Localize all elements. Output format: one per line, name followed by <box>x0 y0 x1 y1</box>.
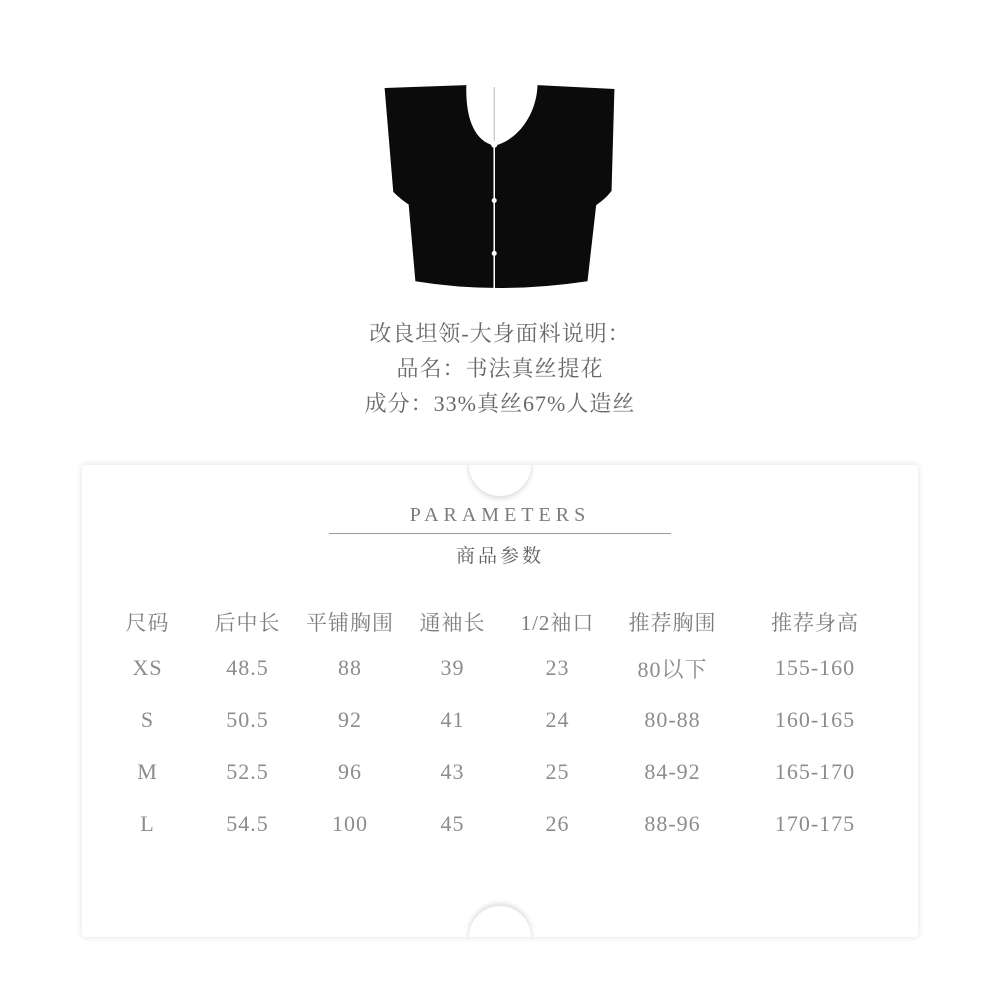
table-cell: 26 <box>545 811 570 836</box>
table-cell: 100 <box>332 811 368 836</box>
table-cell: 41 <box>440 707 465 732</box>
table-cell: 170-175 <box>774 811 856 836</box>
table-cell: 165-170 <box>774 759 856 784</box>
col-header-size: 尺码 <box>125 611 170 635</box>
col-header-half-cuff: 1/2袖口 <box>520 611 595 635</box>
heading-divider <box>329 533 671 534</box>
table-cell-size: XS <box>132 655 163 680</box>
table-cell: 45 <box>440 811 465 836</box>
table-cell: 48.5 <box>226 655 269 680</box>
button-dot <box>491 142 497 148</box>
table-cell-size: M <box>137 759 158 784</box>
parameters-card <box>82 465 918 937</box>
card-bottom-notch <box>469 906 531 937</box>
fabric-title: 改良坦领-大身面料说明： <box>369 321 631 346</box>
garment-illustration-container <box>0 76 1000 300</box>
parameters-heading-zh: 商品参数 <box>455 546 544 567</box>
card-top-notch <box>469 465 531 496</box>
table-cell: 155-160 <box>774 655 856 680</box>
col-header-recommended-bust: 推荐胸围 <box>628 611 717 635</box>
fabric-name-line: 品名：书法真丝提花 <box>396 356 604 381</box>
button-dot <box>492 198 497 203</box>
table-cell: 80以下 <box>637 656 708 682</box>
col-header-sleeve-length: 通袖长 <box>419 611 486 635</box>
size-table <box>100 602 918 850</box>
col-header-back-length: 后中长 <box>214 611 281 635</box>
button-dot <box>492 251 497 256</box>
table-cell: 24 <box>545 707 570 732</box>
fabric-description <box>0 316 1000 421</box>
table-cell: 80-88 <box>644 707 701 732</box>
table-cell: 52.5 <box>226 759 269 784</box>
neckline-piping-inner <box>474 86 527 135</box>
table-cell: 25 <box>545 759 570 784</box>
table-cell: 54.5 <box>226 811 269 836</box>
black-top-flat-lay-icon <box>375 76 625 300</box>
garment-silhouette <box>385 85 615 288</box>
col-header-recommended-height: 推荐身高 <box>771 611 859 635</box>
col-header-bust-flat: 平铺胸围 <box>306 611 394 635</box>
table-cell: 84-92 <box>644 759 701 784</box>
fabric-composition-line: 成分：33%真丝67%人造丝 <box>364 391 636 416</box>
table-cell: 43 <box>440 759 465 784</box>
table-cell-size: L <box>140 811 155 836</box>
table-cell: 92 <box>338 707 362 732</box>
table-cell: 50.5 <box>226 707 269 732</box>
table-cell: 39 <box>440 655 465 680</box>
table-cell: 23 <box>545 655 570 680</box>
table-cell-size: S <box>140 707 155 732</box>
table-cell: 88 <box>338 655 362 680</box>
table-cell: 88-96 <box>644 811 701 836</box>
table-cell: 160-165 <box>774 707 856 732</box>
table-cell: 96 <box>338 759 362 784</box>
parameters-heading-en: PARAMETERS <box>409 504 591 526</box>
